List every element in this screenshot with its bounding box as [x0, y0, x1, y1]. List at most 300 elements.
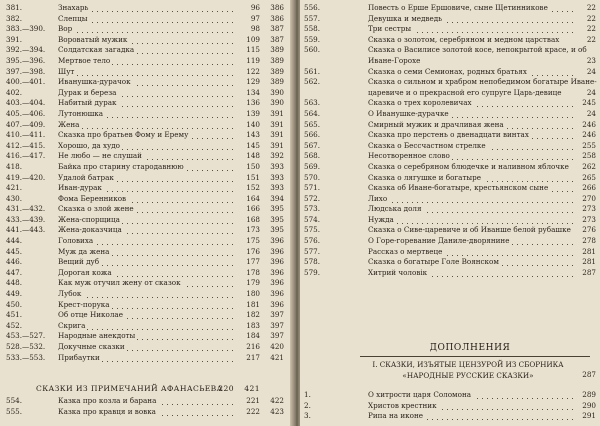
entry-title-text: О Горе-горевание Даниле-дворянине: [368, 236, 510, 246]
contents-entry: [6, 215, 284, 226]
entry-page: 245: [582, 98, 596, 108]
entry-title: [58, 257, 234, 268]
entry-number: 421.: [6, 183, 23, 193]
entry-page: 143: [246, 130, 260, 140]
entry-page: 177: [246, 257, 260, 267]
entry-title-text: Казка про козла и барана: [58, 396, 157, 405]
entry-title: [58, 278, 234, 289]
entry-number: 571.: [304, 183, 321, 193]
entry-title: [368, 109, 576, 120]
entry-title: [368, 35, 561, 44]
entry-title-text: Девушка и медведь: [368, 13, 443, 23]
entry-title-text: Казка про кравця и вовка: [58, 406, 156, 416]
entry-number: 416.—417.: [6, 151, 46, 161]
contents-entry: [304, 214, 598, 226]
entry-note-page: 397: [270, 320, 284, 330]
contents-entry: [6, 257, 284, 268]
entry-page: 23: [586, 55, 596, 65]
entry-page: 166: [246, 204, 260, 214]
entry-title-text: Иванушка-дурачок: [58, 77, 131, 87]
entry-title: [58, 321, 234, 332]
entry-number: 410.—411.: [6, 130, 46, 140]
entry-number: 402.: [6, 87, 23, 97]
entry-title: [368, 24, 576, 35]
entry-title-text: Лубок: [58, 289, 82, 299]
entry-title-text: Не любо — не слушай: [58, 151, 142, 161]
entry-title: [58, 56, 234, 67]
entry-note-page: 393: [270, 161, 284, 171]
entry-title-text: Повесть о Ерше Ершовиче, сыне Щетинникове: [368, 3, 548, 12]
entry-note-page: 389: [270, 45, 284, 55]
entry-title: [368, 257, 576, 268]
entry-page: 134: [246, 87, 260, 97]
entry-number: 576.: [304, 236, 321, 246]
contents-entry: [304, 161, 598, 173]
entry-note-page: 396: [270, 299, 284, 309]
entry-title: [58, 289, 234, 300]
entry-title-text: Знахарь: [58, 3, 89, 12]
contents-entry: [6, 342, 284, 353]
entry-title: [58, 300, 234, 311]
contents-entry: [6, 3, 284, 14]
entry-page: 98: [250, 24, 260, 34]
section-heading-note-page: 421: [244, 384, 260, 393]
contents-entry: [6, 120, 284, 131]
entry-page: 119: [246, 55, 260, 65]
entry-title: [58, 3, 234, 14]
entry-number: 441.—443.: [6, 225, 46, 235]
entry-title-text: Шут: [58, 66, 75, 76]
entry-title-text: Жена-доказчица: [58, 225, 122, 235]
entry-page: 122: [246, 66, 260, 76]
entry-title: [58, 204, 234, 215]
entry-title-text: Смирный мужик и драчливая жена: [368, 119, 504, 129]
entry-number: 562.: [304, 77, 321, 87]
contents-entry: [304, 3, 598, 14]
entry-note-page: 396: [270, 278, 284, 288]
contents-entry: [6, 162, 284, 173]
entry-page: 184: [246, 331, 260, 341]
entry-page: 22: [586, 24, 596, 34]
entry-number: 453.—527.: [6, 331, 46, 341]
entry-title: [368, 141, 576, 152]
entry-title-text: Удалой батрак: [58, 172, 114, 182]
entry-title-text: Докучные сказки: [58, 342, 125, 351]
entry-page: 216: [246, 342, 260, 351]
entry-note-page: 395: [270, 225, 284, 235]
entry-page: 217: [246, 352, 260, 362]
entry-number: 564.: [304, 108, 321, 118]
entry-title: [58, 183, 234, 194]
entry-number: 570.: [304, 172, 321, 182]
entry-number: 431.—432.: [6, 204, 46, 214]
entry-page: 262: [582, 161, 596, 171]
entry-number: 555.: [6, 406, 23, 416]
entry-page: 273: [582, 214, 596, 224]
supplement-subheading-page: 287: [582, 370, 596, 379]
entry-title-text: Нужда: [368, 214, 394, 224]
contents-entry: [304, 119, 598, 131]
entry-number: 578.: [304, 257, 321, 267]
entry-page: 140: [246, 119, 260, 129]
contents-entry: [304, 411, 598, 422]
contents-entry: [6, 173, 284, 184]
entry-title-text: Лутонюшка: [58, 108, 104, 118]
entry-number: 403.—404.: [6, 98, 46, 108]
entry-number: 381.: [6, 3, 23, 12]
contents-entry: [6, 88, 284, 99]
entry-number: 560.: [304, 45, 321, 55]
contents-entry: [304, 267, 598, 279]
entry-title: [58, 77, 234, 88]
contents-entry: [6, 35, 284, 46]
section-heading-afanasiev-notes: [36, 384, 260, 393]
entry-note-page: 395: [270, 204, 284, 214]
entry-title-text: Слепцы: [58, 13, 88, 23]
entry-title-text: Христов крестник: [368, 400, 437, 410]
contents-entry: [304, 24, 598, 35]
entry-title: [58, 215, 234, 226]
entry-page: 180: [246, 289, 260, 299]
left-page: [0, 0, 294, 426]
contents-entry: [304, 108, 598, 120]
entry-title: [58, 151, 234, 162]
contents-entry: [304, 13, 598, 25]
entry-title: [58, 88, 234, 99]
entry-title-text: Муж да жена: [58, 246, 110, 256]
entry-title: [58, 268, 234, 279]
entry-title-text: Сказка о трех королевичах: [368, 98, 472, 108]
entry-title: [58, 67, 234, 78]
entry-title-text: Иван-дурак: [58, 183, 102, 193]
entry-title-text: Сказка о серебряном блюдечке и наливном яблочке: [368, 161, 569, 171]
entry-number: 445.: [6, 246, 23, 256]
entry-title: [368, 98, 576, 109]
entry-note-page: 386: [270, 13, 284, 23]
entry-title: [58, 353, 234, 364]
entry-title-text: Сказка о богатыре Голе Воянском: [368, 257, 499, 267]
contents-entry: [6, 14, 284, 25]
entry-number: 572.: [304, 193, 321, 203]
entry-number: 579.: [304, 267, 321, 277]
entry-number: 448.: [6, 278, 23, 288]
entry-title-text: Несотворенное слово: [368, 151, 450, 161]
entry-title: [368, 390, 576, 401]
entry-title: [368, 162, 571, 171]
entry-number: 528.—532.: [6, 342, 46, 351]
contents-entry: [6, 183, 284, 194]
contents-entry: [6, 247, 284, 258]
contents-entry: [304, 98, 598, 109]
entry-page: 246: [582, 119, 596, 129]
entry-page: 136: [246, 98, 260, 108]
entry-number: 574.: [304, 214, 321, 224]
entry-title-text: Рипа на иконе: [368, 411, 424, 421]
entry-title-text: Крест-порука: [58, 299, 110, 309]
entry-title: [58, 236, 234, 247]
contents-entry: [6, 236, 284, 247]
entry-title: [58, 407, 234, 418]
contents-entry: [304, 193, 598, 205]
entry-note-page: 389: [270, 77, 284, 87]
entry-title-text: Сказка о злой жене: [58, 204, 134, 214]
entry-number: 419.—420.: [6, 172, 46, 182]
entry-title: [368, 130, 576, 141]
entry-note-page: 397: [270, 331, 284, 341]
entry-title: [58, 120, 234, 131]
entry-title-text: Об отце Николае: [58, 310, 123, 320]
entry-page: 173: [246, 225, 260, 235]
entry-note-page: 389: [270, 55, 284, 65]
entry-title: [58, 130, 234, 141]
entry-note-page: 387: [270, 24, 284, 34]
entry-page: 115: [246, 45, 260, 55]
entry-number: 567.: [304, 140, 321, 150]
entry-page: 151: [246, 172, 260, 182]
entry-number: 392.—394.: [6, 45, 46, 55]
entry-title: [368, 411, 576, 422]
entry-note-page: 420: [270, 342, 284, 351]
entry-number: 383.—390.: [6, 24, 46, 34]
contents-entry: [6, 396, 284, 407]
entry-number: 405.—406.: [6, 108, 46, 118]
contents-list-left: [6, 3, 284, 363]
entry-page: 287: [582, 267, 596, 277]
entry-title-text: Дорогая кожа: [58, 267, 112, 277]
entry-title-text: Сказка про перстень о двенадцати винтах: [368, 130, 529, 140]
entry-page: 164: [246, 193, 260, 203]
entry-title: [58, 247, 234, 258]
entry-page: 168: [246, 214, 260, 224]
entry-title-text: Набитый дурак: [58, 98, 117, 108]
entry-page: 255: [582, 140, 596, 150]
entry-title-text: Байка про старину стародавнюю: [58, 161, 184, 171]
entry-note-page: 391: [270, 108, 284, 118]
entry-page: 145: [246, 140, 260, 150]
entry-note-page: 389: [270, 66, 284, 76]
entry-page: 291: [582, 411, 596, 421]
entry-note-page: 393: [270, 183, 284, 193]
entry-number: 563.: [304, 98, 321, 108]
entry-number: 561.: [304, 66, 321, 76]
entry-page: 176: [246, 246, 260, 256]
entry-title-text: Сказка о Бессчастном стрелке: [368, 140, 486, 150]
entry-title: [58, 14, 234, 25]
entry-title: [58, 194, 234, 205]
entry-title: [368, 3, 576, 14]
entry-number: 557.: [304, 13, 321, 23]
entry-page: 152: [246, 183, 260, 193]
entry-title: [58, 141, 234, 152]
supplement-heading: ДОПОЛНЕНИЯ: [429, 343, 511, 353]
entry-number: 451.: [6, 310, 23, 320]
entry-title: [368, 151, 576, 162]
entry-title: [58, 98, 234, 109]
entry-title-text: Три сестры: [368, 24, 412, 34]
entry-title: [368, 14, 576, 25]
contents-entry: [6, 321, 284, 332]
entry-title: [58, 342, 234, 353]
contents-entry: [304, 246, 598, 258]
entry-page: 270: [582, 193, 596, 203]
entry-title-text: Сказка о лягушке и богатыре: [368, 172, 482, 182]
entry-number: 430.: [6, 193, 23, 203]
entry-title-text: Скрига: [58, 320, 86, 330]
contents-entry: [6, 278, 284, 289]
entry-page: 109: [246, 34, 260, 44]
entry-page: 289: [582, 390, 596, 399]
entry-title: [58, 35, 234, 46]
entry-title: [368, 268, 576, 279]
entry-title-text: Сказка о Сиве-царевиче и об Иванше белой рубашке: [368, 225, 571, 235]
contents-entry: [6, 407, 284, 418]
entry-title-text: Фома Беренников: [58, 193, 127, 203]
entry-number: 3.: [304, 411, 311, 421]
contents-entry: [304, 257, 598, 268]
contents-entry: [6, 109, 284, 120]
entry-title-text: О хитрости царя Соломона: [368, 390, 472, 399]
entry-page: 266: [582, 183, 596, 193]
entry-title: [368, 401, 576, 412]
section-heading-page: 220: [218, 384, 234, 393]
entry-title: [368, 173, 576, 184]
entry-page: 179: [246, 278, 260, 288]
entry-page: 222: [246, 406, 260, 416]
entry-title: [368, 120, 576, 131]
contents-entry: [6, 67, 284, 78]
entry-note-page: 392: [270, 151, 284, 161]
contents-entry: [304, 400, 598, 412]
contents-entry: [304, 140, 598, 152]
entry-number: 577.: [304, 246, 321, 256]
entry-note-page: 396: [270, 289, 284, 299]
entry-page: 24: [586, 87, 596, 97]
entry-number: 573.: [304, 204, 321, 214]
entry-title-text: О Иванушке-дурачке: [368, 108, 449, 118]
contents-entry: [304, 183, 598, 194]
entry-title-text: Головиха: [58, 236, 94, 246]
supplement-subheading: I. СКАЗКИ, ИЗЪЯТЫЕ ЦЕНЗУРОЙ ИЗ СБОРНИКА «НАРОДНЫЕ РУССКИЕ СКАЗКИ»: [372, 360, 564, 380]
entry-title-text: Дурак и береза: [58, 87, 117, 97]
entry-title-text: Вещий дуб: [58, 257, 100, 267]
entry-note-page: 396: [270, 236, 284, 246]
contents-entry: [304, 172, 598, 184]
entry-page: 24: [586, 66, 596, 76]
entry-title: [368, 183, 576, 194]
entry-page: 22: [586, 13, 596, 23]
contents-list-left-tail: [6, 396, 284, 417]
contents-entry: [6, 225, 284, 236]
entry-page: 22: [586, 3, 596, 12]
entry-title-text: Солдатская загадка: [58, 45, 135, 55]
entry-title: [368, 67, 576, 78]
contents-entry: [304, 225, 598, 236]
entry-title: [58, 45, 234, 56]
entry-number: 447.: [6, 267, 23, 277]
contents-entry: [6, 194, 284, 205]
entry-note-page: 396: [270, 267, 284, 277]
entry-number: 400.—401.: [6, 77, 46, 87]
entry-title: [368, 225, 573, 234]
entry-title-text: Сказка про братьев Фому и Ерему: [58, 130, 189, 140]
contents-entry: [304, 45, 598, 66]
entry-number: 449.: [6, 289, 23, 299]
entry-number: 559.: [304, 34, 321, 44]
entry-page: 281: [582, 257, 596, 267]
entry-title: [368, 236, 576, 247]
entry-page: 265: [582, 172, 596, 182]
entry-title: [58, 225, 234, 236]
entry-number: 382.: [6, 13, 23, 23]
entry-page: 24: [586, 108, 596, 118]
entry-number: 569.: [304, 161, 321, 171]
entry-page: 22: [586, 34, 596, 44]
entry-number: 566.: [304, 130, 321, 140]
right-page: [300, 0, 600, 426]
entry-number: 444.: [6, 236, 23, 246]
contents-entry: [304, 34, 598, 46]
entry-title-text: Сказка о семи Семионах, родных братьях: [368, 66, 527, 76]
contents-entry: [6, 289, 284, 300]
entry-number: 568.: [304, 151, 321, 161]
entry-title: [58, 109, 234, 120]
entry-page: 276: [582, 225, 596, 235]
entry-title: [58, 310, 234, 321]
entry-number: 407.—409.: [6, 119, 46, 129]
entry-number: 575.: [304, 225, 321, 235]
entry-note-page: 393: [270, 172, 284, 182]
contents-entry: [6, 56, 284, 67]
entry-number: 395.—396.: [6, 55, 46, 65]
entry-page: 178: [246, 267, 260, 277]
supplement-rule: [360, 356, 590, 357]
contents-entry: [304, 151, 598, 162]
entry-number: 556.: [304, 3, 321, 12]
contents-entry: [6, 141, 284, 152]
entry-note-page: 397: [270, 310, 284, 320]
entry-title: [368, 204, 576, 215]
entry-title-text: Жена: [58, 119, 80, 129]
entry-title-text: Прибаутки: [58, 352, 100, 362]
entry-title: [58, 24, 234, 35]
entry-page: 148: [246, 151, 260, 161]
entry-note-page: 387: [270, 34, 284, 44]
entry-page: 221: [246, 396, 260, 405]
entry-note-page: 390: [270, 87, 284, 97]
entry-title-text: Народные анекдоты: [58, 331, 136, 341]
entry-title-text: Хитрий чоловiк: [368, 267, 428, 277]
entry-page: 278: [582, 236, 596, 246]
entry-page: 281: [582, 246, 596, 256]
entry-page: 175: [246, 236, 260, 246]
entry-title: [58, 173, 234, 184]
entry-number: 450.: [6, 299, 23, 309]
entry-title: [368, 77, 597, 97]
entry-page: 97: [250, 13, 260, 23]
entry-number: 452.: [6, 320, 23, 330]
entry-title-text: Вороватый мужик: [58, 34, 128, 44]
entry-page: 183: [246, 320, 260, 330]
entry-title: [368, 247, 576, 258]
entry-note-page: 423: [270, 406, 284, 416]
entry-number: 565.: [304, 119, 321, 129]
contents-entry: [6, 300, 284, 311]
entry-page: 96: [250, 3, 260, 12]
entry-note-page: 390: [270, 98, 284, 108]
contents-entry: [304, 236, 598, 247]
entry-page: 290: [582, 400, 596, 410]
entry-note-page: 396: [270, 246, 284, 256]
